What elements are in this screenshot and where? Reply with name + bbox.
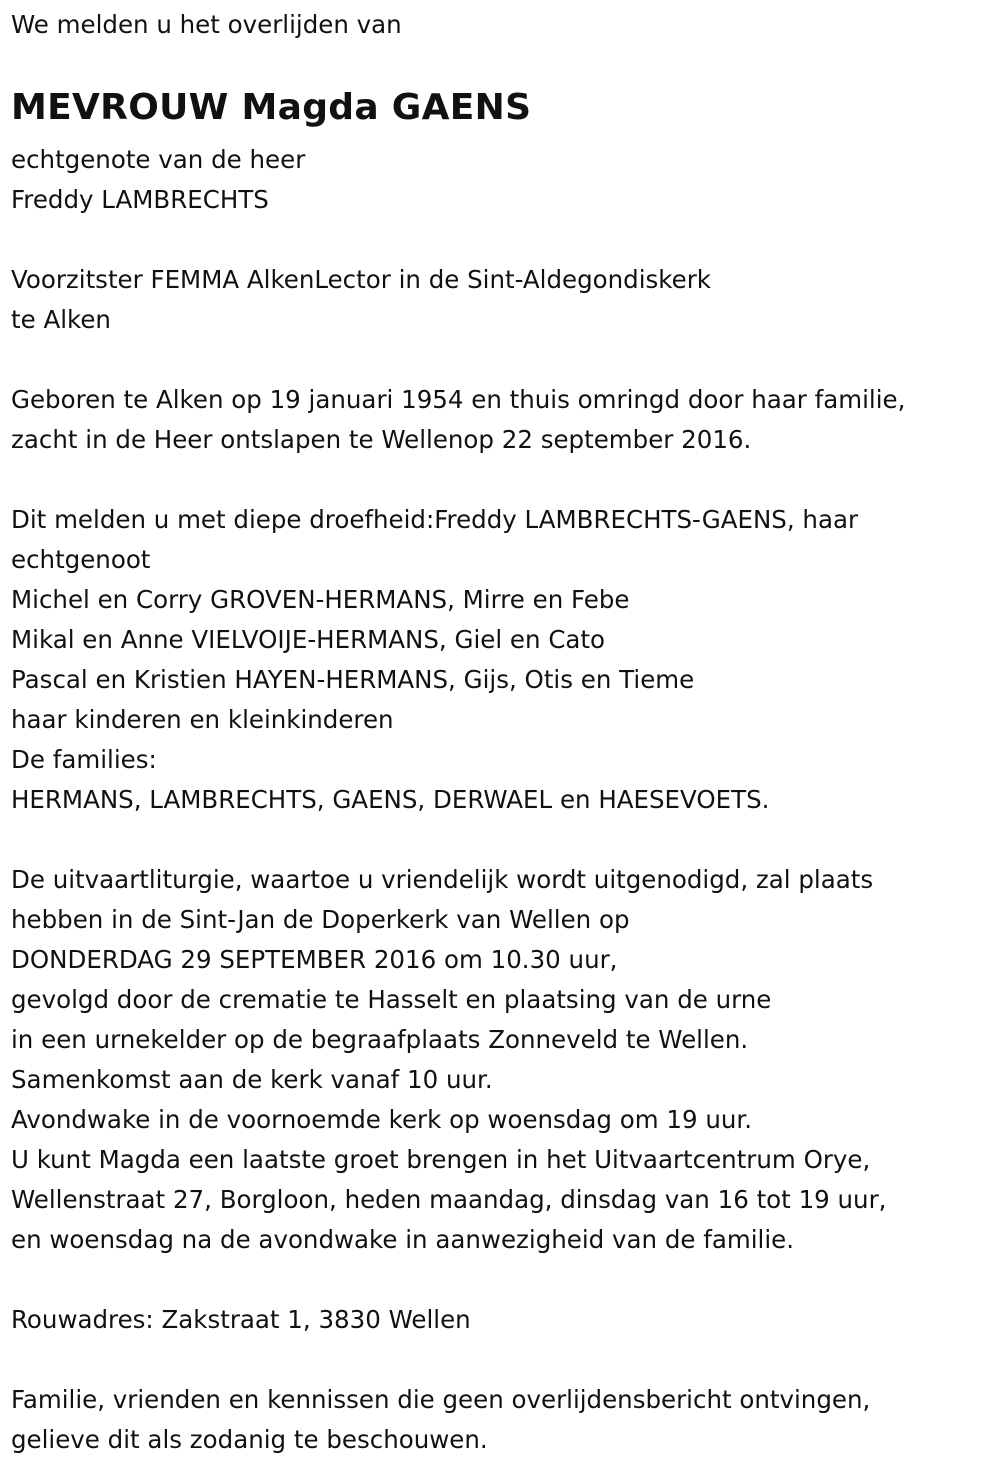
- funeral-line: DONDERDAG 29 SEPTEMBER 2016 om 10.30 uur,: [11, 945, 618, 974]
- funeral-line: gevolgd door de crematie te Hasselt en plaatsing van de urne: [11, 985, 772, 1014]
- birth-line: Geboren te Alken op 19 januari 1954 en thuis omringd door haar familie,: [11, 385, 906, 414]
- family-line: Mikal en Anne VIELVOIJE-HERMANS, Giel en Cato: [11, 625, 606, 654]
- spouse-line: echtgenote van de heer: [11, 145, 306, 174]
- spacer: [11, 220, 991, 260]
- spacer: [11, 1260, 991, 1300]
- funeral-line: en woensdag na de avondwake in aanwezigheid van de familie.: [11, 1225, 795, 1254]
- role-line: Voorzitster FEMMA AlkenLector in de Sint-Aldegondiskerk: [11, 265, 711, 294]
- spouse-block: [11, 140, 991, 220]
- closing-line: gelieve dit als zodanig te beschouwen.: [11, 1425, 488, 1454]
- spacer: [11, 460, 991, 500]
- funeral-block: [11, 860, 991, 1260]
- family-line: echtgenoot: [11, 545, 151, 574]
- birth-block: [11, 380, 991, 460]
- funeral-line: Wellenstraat 27, Borgloon, heden maandag, dinsdag van 16 tot 19 uur,: [11, 1185, 887, 1214]
- intro-text: We melden u het overlijden van: [11, 10, 402, 39]
- death-notice: [11, 0, 991, 1460]
- deceased-name: MEVROUW Magda GAENS: [11, 87, 532, 128]
- closing-line: Familie, vrienden en kennissen die geen overlijdensbericht ontvingen,: [11, 1385, 871, 1414]
- role-line: te Alken: [11, 305, 111, 334]
- family-line: HERMANS, LAMBRECHTS, GAENS, DERWAEL en HAESEVOETS.: [11, 785, 770, 814]
- funeral-line: Avondwake in de voornoemde kerk op woensdag om 19 uur.: [11, 1105, 752, 1134]
- closing-block: [11, 1380, 991, 1460]
- funeral-line: hebben in de Sint-Jan de Doperkerk van Wellen op: [11, 905, 630, 934]
- family-line: Pascal en Kristien HAYEN-HERMANS, Gijs, Otis en Tieme: [11, 665, 695, 694]
- spacer: [11, 820, 991, 860]
- role-block: [11, 260, 991, 340]
- family-line: De families:: [11, 745, 157, 774]
- spouse-line: Freddy LAMBRECHTS: [11, 185, 269, 214]
- family-line: Michel en Corry GROVEN-HERMANS, Mirre en Febe: [11, 585, 630, 614]
- family-line: Dit melden u met diepe droefheid:Freddy LAMBRECHTS-GAENS, haar: [11, 505, 859, 534]
- funeral-line: in een urnekelder op de begraafplaats Zonneveld te Wellen.: [11, 1025, 749, 1054]
- funeral-line: U kunt Magda een laatste groet brengen in het Uitvaartcentrum Orye,: [11, 1145, 871, 1174]
- family-line: haar kinderen en kleinkinderen: [11, 705, 394, 734]
- spacer: [11, 1340, 991, 1380]
- birth-line: zacht in de Heer ontslapen te Wellenop 22 september 2016.: [11, 425, 752, 454]
- funeral-line: Samenkomst aan de kerk vanaf 10 uur.: [11, 1065, 493, 1094]
- mourning-address: Rouwadres: Zakstraat 1, 3830 Wellen: [11, 1305, 471, 1334]
- funeral-line: De uitvaartliturgie, waartoe u vriendelijk wordt uitgenodigd, zal plaats: [11, 865, 874, 894]
- spacer: [11, 340, 991, 380]
- family-block: [11, 500, 991, 820]
